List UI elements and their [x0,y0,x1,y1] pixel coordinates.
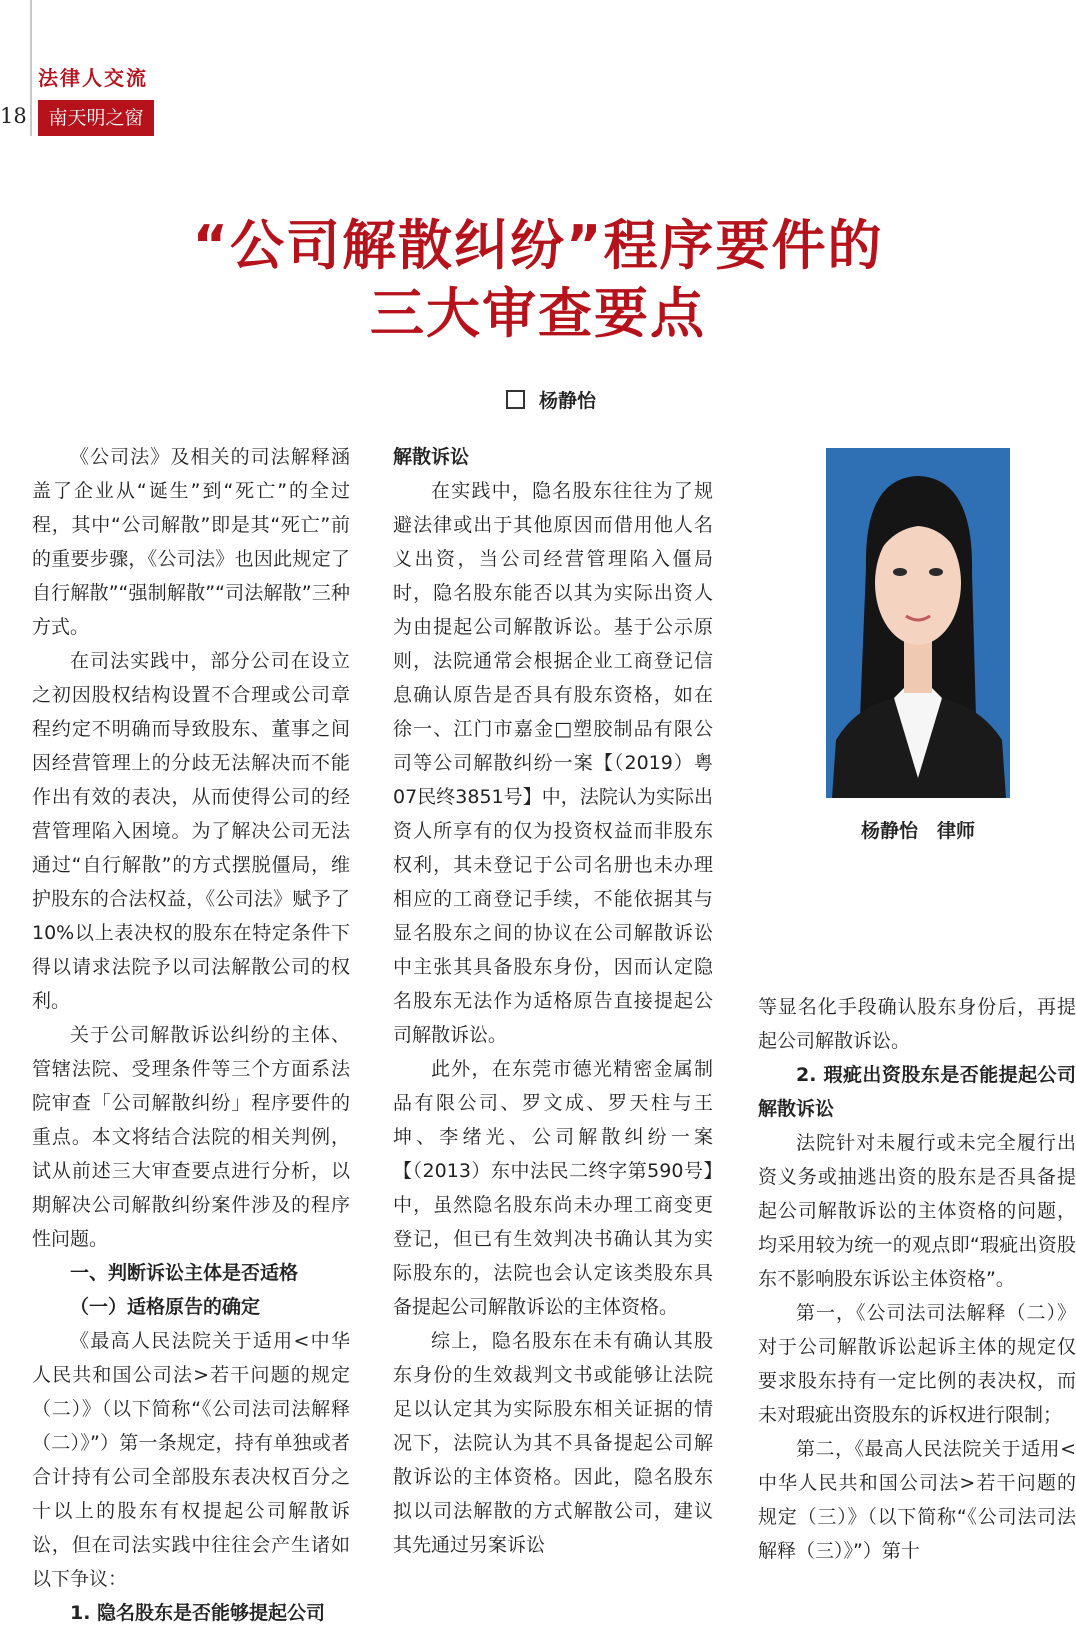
paragraph: 在司法实践中，部分公司在设立之初因股权结构设置不合理或公司章程约定不明确而导致股东、董事之间因经营管理上的分歧无法解决而不能作出有效的表决，从而使得公司的经营管理陷入困境。为了解决公司无法通过“自行解散”的方式摆脱僵局，维护股东的合法权益，《公司法》赋予了10%以上表决权的股东在特定条件下得以请求法院予以司法解散公司的权利。 [32,650,350,1012]
title-line-2: 三大审查要点 [370,282,706,345]
paragraph: 法院针对未履行或未完全履行出资义务或抽逃出资的股东是否具备提起公司解散诉讼的主体资格的问题，均采用较为统一的观点即“瑕疵出资股东不影响股东诉讼主体资格”。 [758,1132,1076,1290]
item-heading: 1. 隐名股东是否能够提起公司 [70,1602,326,1624]
paragraph: 关于公司解散诉讼纠纷的主体、管辖法院、受理条件等三个方面系法院审查「公司解散纠纷」程序要件的重点。本文将结合法院的相关判例，试从前述三大审查要点进行分析，以期解决公司解散纠纷案件涉及的程序性问题。 [32,1024,350,1250]
page-number: 18 [0,104,27,128]
text-column-3 [758,990,1076,1568]
paragraph: 第一，《公司法司法解释（二）》对于公司解散诉讼起诉主体的规定仅要求股东持有一定比例的表决权，而未对瑕疵出资股东的诉权进行限制； [758,1302,1076,1426]
photo-caption: 杨静怡 律师 [860,820,975,842]
portrait-image [826,448,1010,798]
paragraph: 《最高人民法院关于适用<中华人民共和国公司法>若干问题的规定（二）》（以下简称“《公司法司法解释（二）》”）第一条规定，持有单独或者合计持有公司全部股东表决权百分之十以上的股东有权提起公司解散诉讼，但在司法实践中往往会产生诸如以下争议： [32,1330,350,1590]
text-column-1 [32,440,350,1630]
text-column-2 [393,440,713,1562]
item-heading-continued: 解散诉讼 [393,446,470,468]
article-title [0,212,1076,348]
header-divider [30,0,32,136]
subsection-heading: （一）适格原告的确定 [70,1296,261,1318]
paragraph: 此外，在东莞市德光精密金属制品有限公司、罗文成、罗天柱与王坤、李绪光、公司解散纠纷一案【（2013）东中法民二终字第590号】中，虽然隐名股东尚未办理工商变更登记，但已有生效判决书确认其为实际股东的，法院也会认定该类股东具备提起公司解散诉讼的主体资格。 [393,1058,713,1318]
paragraph: 《公司法》及相关的司法解释涵盖了企业从“诞生”到“死亡”的全过程，其中“公司解散”即是其“死亡”前的重要步骤，《公司法》也因此规定了自行解散”“强制解散”“司法解散”三种方式。 [32,446,350,638]
author-photo [826,448,1010,798]
section-title: 法律人交流 [38,66,148,90]
paragraph: 在实践中，隐名股东往往为了规避法律或出于其他原因而借用他人名义出资，当公司经营管理陷入僵局时，隐名股东能否以其为实际出资人为由提起公司解散诉讼。基于公示原则，法院通常会根据企业工商登记信息确认原告是否具有股东资格，如在徐一、江门市嘉金□塑胶制品有限公司等公司解散纠纷一案【（2019）粤07民终3851号】中，法院认为实际出资人所享有的仅为投资权益而非股东权利，其未登记于公司名册也未办理相应的工商登记手续，不能依据其与显名股东之间的协议在公司解散诉讼中主张其具备股东身份，因而认定隐名股东无法作为适格原告直接提起公司解散诉讼。 [393,480,713,1046]
author-name: 杨静怡 [539,390,597,412]
paragraph: 第二，《最高人民法院关于适用<中华人民共和国公司法>若干问题的规定（三）》（以下简称“《公司法司法解释（三）》”）第十 [758,1438,1076,1562]
section-heading: 一、判断诉讼主体是否适格 [70,1262,299,1284]
paragraph-continued: 等显名化手段确认股东身份后，再提起公司解散诉讼。 [758,996,1076,1052]
column-tag: 南天明之窗 [38,100,154,136]
item-heading: 2. 瑕疵出资股东是否能提起公司解散诉讼 [758,1064,1076,1120]
byline [506,386,596,413]
paragraph: 综上，隐名股东在未有确认其股东身份的生效裁判文书或能够让法院足以认定其为实际股东相关证据的情况下，法院认为其不具备提起公司解散诉讼的主体资格。因此，隐名股东拟以司法解散的方式解散公司，建议其先通过另案诉讼 [393,1330,713,1556]
square-icon [506,390,525,409]
title-line-1: “公司解散纠纷”程序要件的 [192,214,884,277]
